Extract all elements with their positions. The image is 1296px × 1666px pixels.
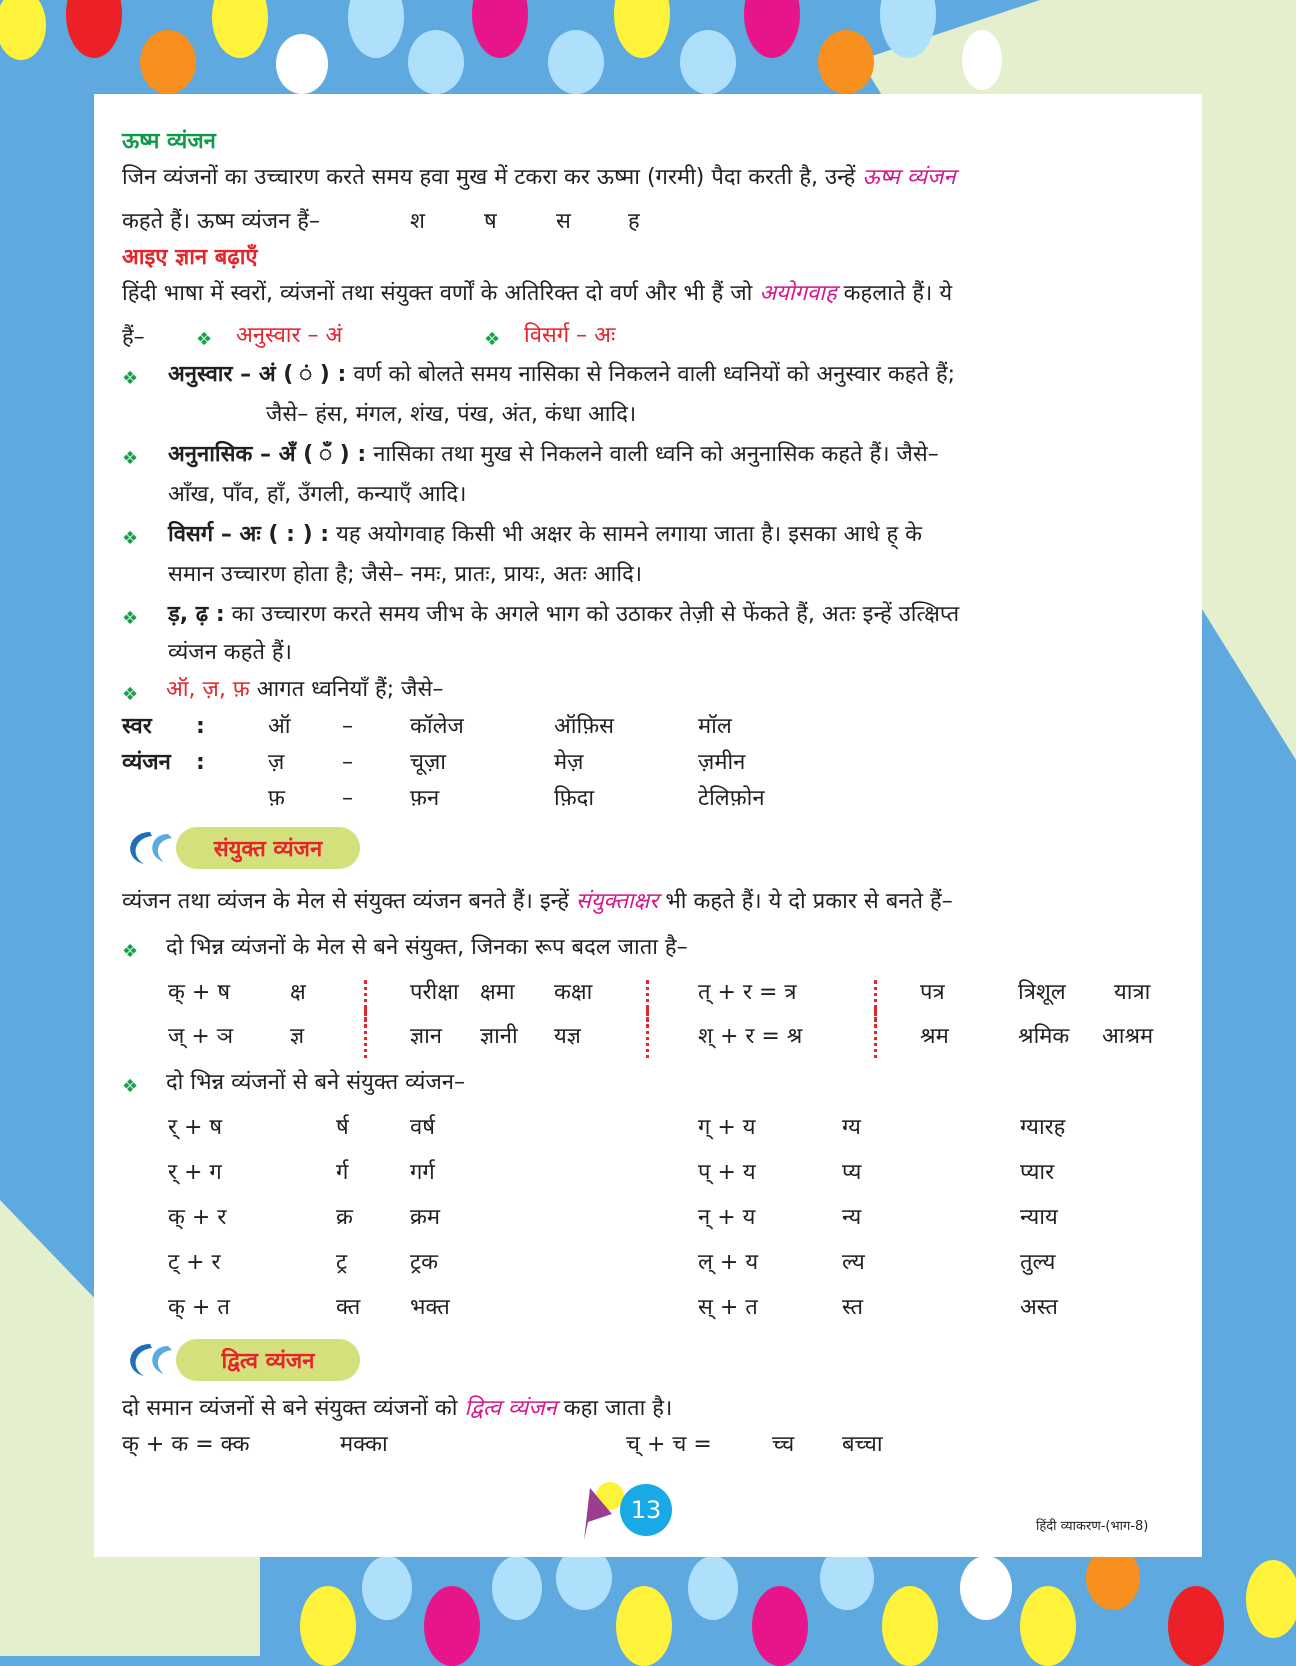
conjunct-letter: ट्र: [336, 1250, 348, 1275]
agat-bullet: [166, 675, 443, 705]
decor-dot: [1020, 1586, 1076, 1666]
anunasik-text: नासिका तथा मुख से निकलने वाली ध्वनि को अनुनासिक कहते हैं। जैसे–: [373, 442, 939, 467]
conjunct-example: परीक्षा: [410, 980, 459, 1005]
conjunct-formula: त् + र = त्र: [698, 980, 797, 1005]
ayogvah-term: अयोगवाह: [759, 281, 837, 306]
conjunct-formula: र् + ष: [168, 1115, 223, 1140]
conjunct-example: पत्र: [920, 980, 945, 1005]
bullet-diamond-icon: ❖: [122, 684, 139, 705]
ushm-letter: ह: [628, 209, 640, 234]
vyanjan-label: व्यंजन: [122, 750, 171, 775]
gyan-line1-text: हिंदी भाषा में स्वरों, व्यंजनों तथा संयुक्त वर्णों के अतिरिक्त दो वर्ण और भी हैं जो: [122, 281, 753, 306]
dotted-separator: [364, 1008, 367, 1058]
conjunct-letter: क्ष: [290, 980, 306, 1005]
conjunct-letter: क्त: [336, 1295, 361, 1320]
decor-dot: [1246, 1560, 1296, 1638]
sanyukt-intro-end: भी कहते हैं। ये दो प्रकार से बनते हैं–: [665, 889, 953, 914]
utkshipt-text2: व्यंजन कहते हैं।: [168, 640, 292, 665]
conjunct-example: श्रम: [920, 1024, 949, 1049]
decor-dot: [492, 1556, 542, 1620]
conjunct-formula: श् + र = श्र: [698, 1024, 803, 1049]
utkshipt-label: ड़, ढ़ :: [168, 602, 225, 627]
dvitva-badge-label: द्वित्व व्यंजन: [221, 1349, 315, 1374]
swar-label: स्वर: [122, 714, 152, 739]
conjunct-example: आश्रम: [1102, 1024, 1154, 1049]
conjunct-example: भक्त: [410, 1295, 450, 1320]
swoosh-icon: [120, 828, 176, 868]
ushm-letter: ष: [484, 209, 497, 234]
sanyukt-intro: [122, 887, 953, 917]
conjunct-example: तुल्य: [1020, 1250, 1056, 1275]
agat-word: मेज़: [554, 750, 584, 775]
anunasik-bullet: [168, 440, 939, 470]
dvitva-example: मक्का: [340, 1432, 388, 1457]
table-dash: –: [342, 750, 353, 775]
decor-dot: [276, 34, 328, 94]
anunasik-label: अनुनासिक – अँ ( ँ ) :: [168, 442, 367, 467]
table-dash: –: [342, 714, 353, 739]
decor-dot: [348, 0, 404, 58]
conjunct-example: ग्यारह: [1020, 1115, 1066, 1140]
ushm-line2: कहते हैं। ऊष्म व्यंजन हैं–: [122, 209, 320, 234]
decor-dot: [752, 1586, 808, 1666]
ushm-line1: [122, 163, 956, 193]
bullet-diamond-icon: ❖: [122, 941, 139, 962]
gyan-line1-end: कहलाते हैं। ये: [843, 281, 953, 306]
decor-dot: [362, 1556, 412, 1620]
dvitva-term: द्वित्व व्यंजन: [464, 1396, 557, 1421]
decor-dot: [882, 1586, 938, 1666]
conjunct-formula: क् + र: [168, 1205, 227, 1230]
conjunct-example: न्याय: [1020, 1205, 1058, 1230]
decor-dot: [66, 0, 122, 58]
agat-word: ऑफ़िस: [554, 714, 615, 739]
ushm-letter: स: [556, 209, 571, 234]
conjunct-letter: प्य: [842, 1160, 862, 1185]
conjunct-letter: ज्ञ: [290, 1024, 305, 1049]
anunasik-examples: आँख, पाँव, हाँ, उँगली, कन्याएँ आदि।: [168, 482, 467, 507]
conjunct-formula: ग् + य: [698, 1115, 756, 1140]
conjunct-letter: ल्य: [842, 1250, 865, 1275]
dvitva-formula: च् + च =: [626, 1432, 712, 1457]
conjunct-formula: र् + ग: [168, 1160, 222, 1185]
conjunct-formula: क् + ष: [168, 980, 231, 1005]
conjunct-example: गर्ग: [410, 1160, 435, 1185]
sanyukt-type1: दो भिन्न व्यंजनों के मेल से बने संयुक्त, जिनका रूप बदल जाता है–: [166, 935, 688, 960]
conjunct-example: त्रिशूल: [1018, 980, 1066, 1005]
conjunct-example: ट्रक: [410, 1250, 438, 1275]
conjunct-formula: ल् + य: [698, 1250, 759, 1275]
decor-dot: [424, 1586, 480, 1666]
decor-dot: [680, 30, 736, 94]
gyan-line1: [122, 279, 952, 309]
decor-dot: [744, 0, 800, 58]
ushm-line1-text: जिन व्यंजनों का उच्चारण करते समय हवा मुख में टकरा कर ऊष्मा (गरमी) पैदा करती है, उन्हें: [122, 165, 856, 190]
dotted-separator: [646, 1008, 649, 1058]
utkshipt-bullet: [168, 600, 959, 630]
conjunct-formula: प् + य: [698, 1160, 756, 1185]
conjunct-formula: न् + य: [698, 1205, 756, 1230]
decor-dot: [408, 30, 464, 94]
bullet-diamond-icon: ❖: [196, 329, 213, 350]
dvitva-intro: [122, 1394, 672, 1424]
bullet-diamond-icon: ❖: [122, 528, 139, 549]
decor-dot: [818, 30, 874, 94]
anusvar-text: वर्ण को बोलते समय नासिका से निकलने वाली ध्वनियों को अनुस्वार कहते हैं;: [353, 362, 956, 387]
agat-word: कॉलेज: [410, 714, 464, 739]
book-title: हिंदी व्याकरण-(भाग-8): [1036, 1519, 1149, 1534]
decor-dot: [1168, 1586, 1224, 1666]
anusvar-examples: जैसे– हंस, मंगल, शंख, पंख, अंत, कंधा आदि।: [266, 402, 637, 427]
agat-sounds: ऑ, ज़, फ़: [166, 677, 250, 702]
conjunct-example: वर्ष: [410, 1115, 435, 1140]
sanyukt-type2: दो भिन्न व्यंजनों से बने संयुक्त व्यंजन–: [166, 1070, 465, 1095]
conjunct-letter: क्र: [336, 1205, 353, 1230]
dotted-separator: [874, 1008, 877, 1058]
dvitva-badge: [176, 1339, 360, 1381]
anusvar-item: अनुस्वार – अं: [236, 323, 343, 348]
agat-word: फ़न: [410, 786, 440, 811]
conjunct-formula: ट् + र: [168, 1250, 221, 1275]
gyan-heading: आइए ज्ञान बढ़ाएँ: [122, 245, 258, 270]
visarg-text: यह अयोगवाह किसी भी अक्षर के सामने लगाया जाता है। इसका आधे ह् के: [336, 522, 923, 547]
bullet-diamond-icon: ❖: [122, 608, 139, 629]
conjunct-letter: र्ग: [336, 1160, 349, 1185]
dvitva-formula: क् + क = क्क: [122, 1432, 250, 1457]
conjunct-formula: ज् + ञ: [168, 1024, 234, 1049]
dvitva-intro-end: कहा जाता है।: [563, 1396, 673, 1421]
dvitva-example: बच्चा: [842, 1432, 883, 1457]
visarg-item: विसर्ग – अः: [524, 323, 616, 348]
visarg-examples: समान उच्चारण होता है; जैसे– नमः, प्रातः, प्रायः, अतः आदि।: [168, 562, 643, 587]
agat-word: टेलिफ़ोन: [698, 786, 765, 811]
decor-dot: [548, 30, 604, 94]
conjunct-formula: क् + त: [168, 1295, 230, 1320]
conjunct-example: ज्ञानी: [480, 1024, 518, 1049]
agat-word: मॉल: [698, 714, 732, 739]
ushm-term: ऊष्म व्यंजन: [862, 165, 956, 190]
conjunct-letter: स्त: [842, 1295, 864, 1320]
table-dash: –: [342, 786, 353, 811]
bullet-diamond-icon: ❖: [484, 329, 501, 350]
agat-sound: ज़: [268, 750, 285, 775]
conjunct-example: ज्ञान: [410, 1024, 443, 1049]
conjunct-letter: न्य: [842, 1205, 862, 1230]
table-colon: :: [196, 750, 205, 775]
visarg-bullet: [168, 520, 922, 550]
dvitva-result: च्च: [772, 1432, 795, 1457]
decor-dot: [688, 1556, 738, 1620]
ushm-letter: श: [410, 209, 425, 234]
agat-sound: ऑ: [268, 714, 291, 739]
agat-text: आगत ध्वनियाँ हैं; जैसे–: [256, 677, 444, 702]
conjunct-example: यज्ञ: [554, 1024, 581, 1049]
conjunct-letter: ग्य: [842, 1115, 861, 1140]
conjunct-example: यात्रा: [1114, 980, 1151, 1005]
bullet-diamond-icon: ❖: [122, 368, 139, 389]
decor-dot: [212, 0, 268, 58]
utkshipt-text: का उच्चारण करते समय जीभ के अगले भाग को उठाकर तेज़ी से फेंकते हैं, अतः इन्हें उत्क्षिप्त: [231, 602, 960, 627]
content-page: [94, 94, 1202, 1557]
conjunct-example: प्यार: [1020, 1160, 1055, 1185]
decor-dot: [614, 0, 670, 58]
conjunct-example: क्षमा: [480, 980, 515, 1005]
agat-sound: फ़: [268, 786, 285, 811]
ushm-heading: ऊष्म व्यंजन: [122, 129, 216, 154]
decor-dot: [962, 30, 1002, 90]
agat-word: ज़मीन: [698, 750, 746, 775]
anusvar-bullet: [168, 360, 955, 390]
decor-dot: [960, 1556, 1012, 1620]
conjunct-letter: र्ष: [336, 1115, 349, 1140]
sanyukt-badge: [176, 827, 360, 869]
sanyukt-badge-label: संयुक्त व्यंजन: [213, 837, 323, 862]
decor-dot: [472, 0, 528, 58]
bullet-diamond-icon: ❖: [122, 448, 139, 469]
dvitva-intro-text: दो समान व्यंजनों से बने संयुक्त व्यंजनों को: [122, 1396, 458, 1421]
bullet-diamond-icon: ❖: [122, 1076, 139, 1097]
decor-dot: [300, 1586, 356, 1666]
conjunct-example: कक्षा: [554, 980, 593, 1005]
decor-dot: [140, 30, 196, 94]
anusvar-label: अनुस्वार – अं ( ं ) :: [168, 362, 347, 387]
visarg-label: विसर्ग – अः ( : ) :: [168, 522, 330, 547]
conjunct-example: क्रम: [410, 1205, 441, 1230]
table-colon: :: [196, 714, 205, 739]
decor-dot: [616, 1586, 672, 1666]
conjunct-example: श्रमिक: [1018, 1024, 1070, 1049]
page-number: 13: [620, 1484, 672, 1536]
decor-dot: [0, 0, 46, 60]
sanyuktakshar-term: संयुक्ताक्षर: [575, 889, 659, 914]
sanyukt-intro-text: व्यंजन तथा व्यंजन के मेल से संयुक्त व्यंजन बनते हैं। इन्हें: [122, 889, 569, 914]
conjunct-formula: स् + त: [698, 1295, 758, 1320]
gyan-line2: हैं–: [122, 325, 145, 350]
swoosh-icon: [120, 1340, 176, 1380]
agat-word: चूज़ा: [410, 750, 446, 775]
agat-word: फ़िदा: [554, 786, 595, 811]
conjunct-example: अस्त: [1020, 1295, 1058, 1320]
